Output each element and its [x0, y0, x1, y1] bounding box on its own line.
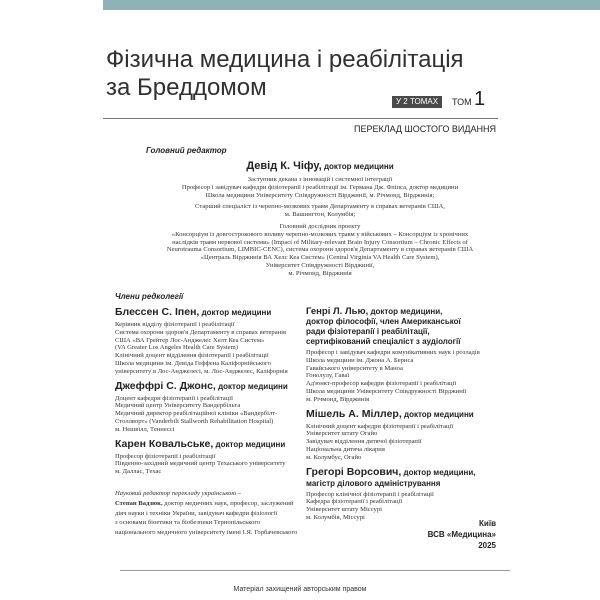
scientific-editor-block: Науковий редактор перекладу українською – Степан Вадзюк, доктор медичних наук, професор, заслужений діяч науки і техніки України, завідувач кафедри фізіології з основами біоетики та біобезпеки Тернопільського національного медичного університету імені І.Я. Горбачевського — [115, 489, 298, 537]
translation-note: ПЕРЕКЛАД ШОСТОГО ВИДАННЯ — [353, 124, 496, 134]
board-left-column — [115, 306, 303, 537]
board-heading: Члени редколегії — [115, 292, 184, 301]
publisher-name: ВСВ «Медицина» — [427, 530, 496, 539]
chief-editor-details: Заступник декана з інновацій і системної інтеграції Професор і завідувач кафедри фізіотерапії і реабілітації ім. Германа Дж. Фліпса, доктор медицини Школа медицини Університету Співдружності Вірджинії, м. Річмонд, Вірджинія; Старший спеціаліст із черепно-мозкових травм Департаменту в справах ветеранів США, м. Вашингтон, Колумбія; Головний дослідник проекту «Консорціум із довгострокового впливу черепно-мозкових травм у військових – Консорціум із хронічних наслідків травм нервової системи» (Impact of Military-relevant Brain Injury Consortium – Chronic Effects of Neurotrauma Consortium, LIMBIC-CENC), система охорони здоров'я Департаменту в справах ветеранів США «Центрaль Вірджинія ВА Хелс Кеа Систем» (Central Virginia VA Health Care System), Університет Співдружності Вірджинії, м. Річмонд, Вірджинія — [166, 176, 474, 277]
chief-editor-block — [150, 160, 490, 278]
copyright-footer: Матеріал захищений авторським правом — [233, 586, 367, 593]
board-member: Грегорі Ворсович, доктор медицини, магістр ділового адміністрування Професор клінічної фізіотерапії і реабілітації Кафедра фізіотерапії і реабілітації Університет штату Міссурі м. Колумбія, Міссурі — [306, 465, 476, 521]
chief-editor-name: Девід К. Чіфу, доктор медицини — [246, 160, 394, 172]
publisher-block — [428, 518, 496, 551]
board-member: Карен Ковальське, доктор медицини Професор фізіотерапії і реабілітації Південно-західний медичний центр Техаського університету м. Даллас, Техас — [115, 437, 286, 476]
book-title — [106, 46, 506, 102]
board-right-column — [306, 306, 498, 526]
tom-number: 1 — [474, 88, 486, 110]
publisher-city: Київ — [479, 519, 496, 528]
tom-label: ТОМ — [452, 97, 472, 107]
book-title-line-2: за Бреддомом — [106, 74, 267, 101]
board-member: Мішель А. Міллер, доктор медицини Клінічний доцент кафедри фізіотерапії і реабілітації Університет штату Огайо Завідувач відділення дитячої фізіотерапії Національна дитяча лікарня м. Колумбус, Огайо — [306, 407, 474, 461]
publisher-year: 2025 — [478, 541, 496, 550]
top-color-bar — [103, 0, 600, 10]
title-divider — [103, 118, 498, 119]
chief-editor-heading: Головний редактор — [146, 146, 227, 155]
board-member: Джеффрі С. Джонс, доктор медицини Доцент кафедри фізіотерапії і реабілітації Медичний центр Університету Вандербільта Медичний директор реабілітаційної клініки «Вандербілт- Столлворт» (Vanderbilt Stallworth Rehabilitation Hospital) м. Нешвілл, Теннессі — [115, 379, 288, 433]
board-member: Генрі Л. Лью, доктор медицини, доктор філософії, член Американської ради фізіотерапії і реабілітації, сертифікований спеціаліст з аудіології Професор і завідувач кафедри комунікативних наук і розладів Школа медицини ім. Джона А. Бернса Гавайського університету в Маноа Гонолулу, Гаваї Ад'юнкт-професор кафедри фізіотерапії і реабілітації Школа медицини Університету Співдружності Вірджинії м. Річмонд, Вірджинія — [306, 306, 480, 403]
board-member: Блессен С. Іпен, доктор медицини Керівник відділу фізіотерапії і реабілітації Система охорони здоров'я Департаменту в справах ветеранів США «ВА Грейтер Лос-Анджелес Хелт Кеа Систем» (VA Greater Los Angeles Health Care System) Клінічний доцент відділення фізіотерапії і реабілітації Школа медицини ім. Девіда Геффена Каліфорнійського університету в Лос-Анджелесі, м. Лос-Анджелес, Каліфорнія — [115, 306, 288, 375]
footer-divider — [120, 570, 510, 571]
tomes-badge: У 2 ТОМАХ — [392, 96, 442, 108]
book-title-line-1: Фізична медицина і реабілітація — [106, 46, 464, 73]
